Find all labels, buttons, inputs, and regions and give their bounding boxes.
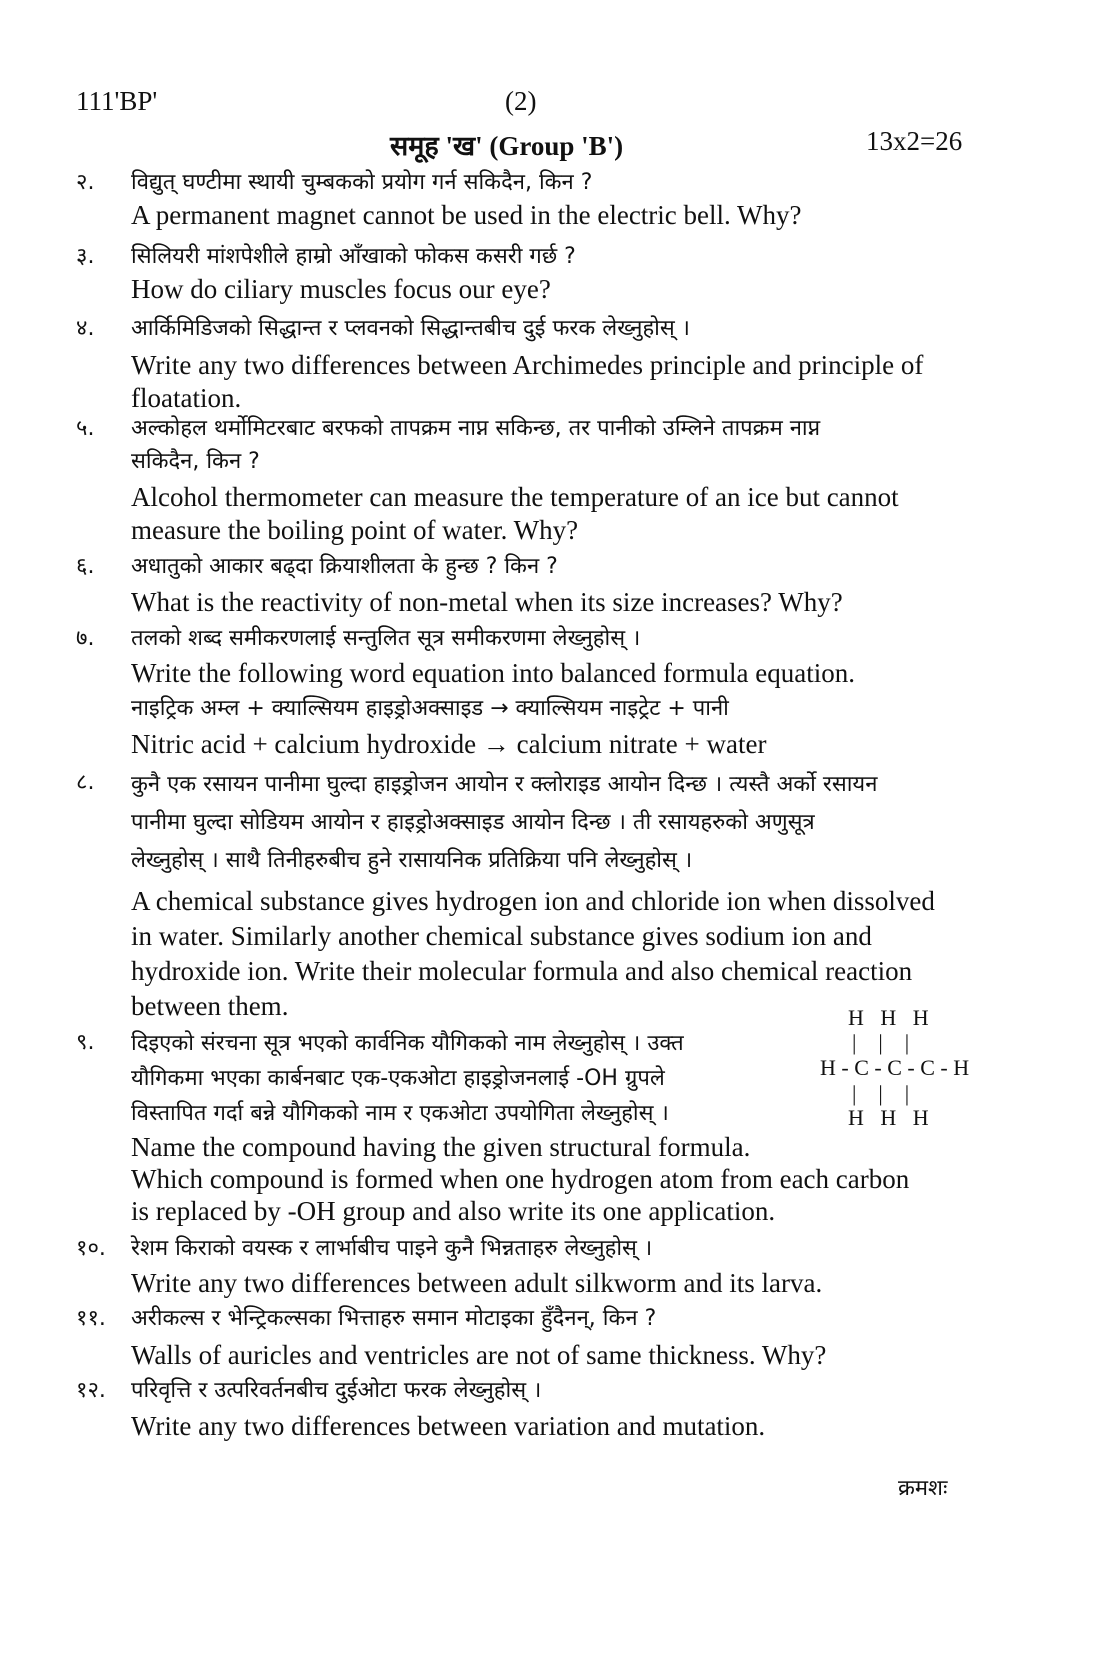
question-number: ५. xyxy=(76,416,95,441)
question-text-nepali: परिवृत्ति र उत्परिवर्तनबीच दुईओटा फरक लेख्नुहोस् । xyxy=(131,1378,542,1403)
continued-label: क्रमशः xyxy=(898,1476,948,1501)
question-text-nepali: विद्युत् घण्टीमा स्थायी चुम्बकको प्रयोग गर्न सकिदैन, किन ? xyxy=(131,170,593,195)
question-text-nepali: यौगिकमा भएका कार्बनबाट एक-एकओटा हाइड्रोजनलाई -OH ग्रुपले xyxy=(131,1066,665,1091)
question-text-nepali: लेख्नुहोस् । साथै तिनीहरुबीच हुने रासायनिक प्रतिक्रिया पनि लेख्नुहोस् । xyxy=(131,848,693,873)
question-text-english: in water. Similarly another chemical substance gives sodium ion and xyxy=(131,921,872,951)
question-text-english: Which compound is formed when one hydrogen atom from each carbon xyxy=(131,1164,910,1194)
question-text-english: Write any two differences between variation and mutation. xyxy=(131,1411,766,1441)
question-number: ६. xyxy=(76,554,95,579)
question-text-english: Alcohol thermometer can measure the temperature of an ice but cannot xyxy=(131,482,899,512)
question-number: १२. xyxy=(76,1378,106,1403)
question-text-english: Walls of auricles and ventricles are not of same thickness. Why? xyxy=(131,1340,827,1370)
question-text-english: hydroxide ion. Write their molecular formula and also chemical reaction xyxy=(131,956,913,986)
question-text-nepali: तलको शब्द समीकरणलाई सन्तुलित सूत्र समीकरणमा लेख्नुहोस् । xyxy=(131,626,641,651)
page-number: (2) xyxy=(505,86,537,116)
paper-code: 111'BP' xyxy=(76,86,158,116)
formula-top-hydrogens: H H H xyxy=(848,1005,929,1030)
question-text-nepali: अधातुको आकार बढ्दा क्रियाशीलता के हुन्छ ? किन ? xyxy=(131,554,558,579)
question-text-nepali: आर्किमिडिजको सिद्धान्त र प्लवनको सिद्धान्तबीच दुई फरक लेख्नुहोस् । xyxy=(131,316,691,341)
question-text-nepali: रेशम किराको वयस्क र लार्भाबीच पाइने कुनै भिन्नताहरु लेख्नुहोस् । xyxy=(131,1236,653,1261)
group-marks: 13x2=26 xyxy=(866,126,963,156)
question-text-nepali: सिलियरी मांशपेशीले हाम्रो आँखाको फोकस कसरी गर्छ ? xyxy=(131,244,576,269)
question-text-english: measure the boiling point of water. Why? xyxy=(131,515,579,545)
formula-top-bonds: | | | xyxy=(852,1030,910,1055)
question-text-english: What is the reactivity of non-metal when its size increases? Why? xyxy=(131,587,843,617)
group-title: समूह 'ख' (Group 'B') xyxy=(390,131,624,161)
question-text-nepali: अल्कोहल थर्मोमिटरबाट बरफको तापक्रम नाप्न सकिन्छ, तर पानीको उम्लिने तापक्रम नाप्न xyxy=(131,416,821,441)
question-text-nepali: पानीमा घुल्दा सोडियम आयोन र हाइड्रोअक्साइड आयोन दिन्छ । ती रसायहरुको अणुसूत्र xyxy=(131,810,815,835)
formula-bottom-bonds: | | | xyxy=(852,1081,910,1106)
question-text-nepali: विस्तापित गर्दा बन्ने यौगिकको नाम र एकओटा उपयोगिता लेख्नुहोस् । xyxy=(131,1101,669,1126)
question-text-english: Name the compound having the given structural formula. xyxy=(131,1132,751,1162)
question-text-english: between them. xyxy=(131,991,289,1021)
question-number: ९. xyxy=(76,1030,95,1055)
question-text-english: Write any two differences between adult silkworm and its larva. xyxy=(131,1268,823,1298)
question-text-english: Write the following word equation into balanced formula equation. xyxy=(131,658,855,688)
question-text-english: A chemical substance gives hydrogen ion and chloride ion when dissolved xyxy=(131,886,935,916)
question-text-english: is replaced by -OH group and also write its one application. xyxy=(131,1196,776,1226)
question-number: ७. xyxy=(76,626,95,651)
question-text-nepali: सकिदैन, किन ? xyxy=(131,449,260,474)
question-number: ११. xyxy=(76,1306,106,1331)
question-text-english: A permanent magnet cannot be used in the electric bell. Why? xyxy=(131,200,802,230)
formula-carbon-chain: H - C - C - C - H xyxy=(820,1055,970,1080)
question-text-english: floatation. xyxy=(131,383,242,413)
structural-formula xyxy=(820,1005,1010,1140)
question-text-english: How do ciliary muscles focus our eye? xyxy=(131,274,551,304)
equation-english: Nitric acid + calcium hydroxide → calcium nitrate + water xyxy=(131,729,767,759)
question-number: ४. xyxy=(76,316,95,341)
question-text-nepali: दिइएको संरचना सूत्र भएको कार्वनिक यौगिकको नाम लेख्नुहोस् । उक्त xyxy=(131,1031,684,1056)
question-text-nepali: कुनै एक रसायन पानीमा घुल्दा हाइड्रोजन आयोन र क्लोराइड आयोन दिन्छ । त्यस्तै अर्को रसायन xyxy=(131,772,878,797)
question-number: ८. xyxy=(76,770,95,795)
question-number: ३. xyxy=(76,244,95,269)
question-number: २. xyxy=(76,170,95,195)
question-text-nepali: अरीकल्स र भेन्ट्रिकल्सका भित्ताहरु समान मोटाइका हुँदैनन्, किन ? xyxy=(131,1306,657,1331)
question-number: १०. xyxy=(76,1236,106,1261)
equation-nepali: नाइट्रिक अम्ल + क्याल्सियम हाइड्रोअक्साइड → क्याल्सियम नाइट्रेट + पानी xyxy=(131,696,729,721)
formula-bottom-hydrogens: H H H xyxy=(848,1105,929,1130)
question-text-english: Write any two differences between Archimedes principle and principle of xyxy=(131,350,924,380)
